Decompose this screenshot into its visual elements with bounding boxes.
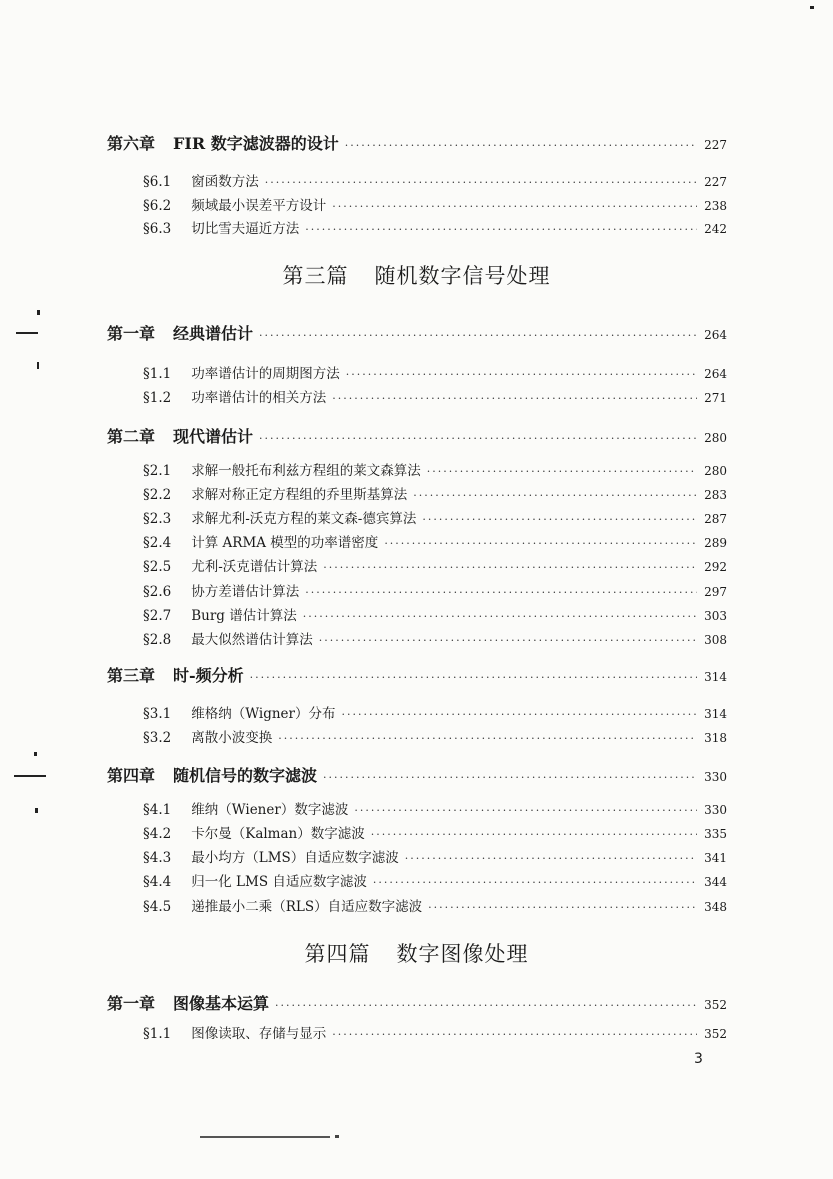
leader-dots — [278, 732, 697, 745]
toc-section-entry[interactable] — [143, 628, 727, 648]
toc-section-entry[interactable] — [143, 507, 727, 527]
chapter-number: 第一章 — [107, 994, 156, 1013]
toc-section-entry[interactable] — [143, 217, 727, 237]
toc-section-entry[interactable] — [143, 459, 727, 479]
chapter-title: 时-频分析 — [173, 666, 244, 685]
page-number: 280 — [704, 464, 727, 478]
section-title: 尤利-沃克谱估计算法 — [191, 559, 318, 575]
page-number: 318 — [704, 731, 727, 745]
page-number: 303 — [704, 609, 727, 623]
toc-section-entry[interactable] — [143, 386, 727, 406]
section-number: §3.2 — [143, 730, 172, 746]
leader-dots — [305, 586, 697, 599]
leader-dots — [427, 465, 697, 478]
part-number: 第四篇 — [304, 942, 371, 966]
section-title: 功率谱估计的相关方法 — [191, 390, 327, 406]
part-heading — [0, 938, 833, 968]
leader-dots — [332, 200, 697, 213]
toc-section-entry[interactable] — [143, 194, 727, 214]
page-number: 227 — [704, 138, 727, 152]
scan-mark — [35, 808, 38, 813]
page-number: 264 — [704, 367, 727, 381]
leader-dots — [265, 176, 697, 189]
toc-chapter-entry[interactable] — [107, 991, 727, 1014]
section-number: §2.8 — [143, 632, 172, 648]
section-number: §6.1 — [143, 174, 172, 190]
section-number: §2.6 — [143, 584, 172, 600]
toc-section-entry[interactable] — [143, 726, 727, 746]
leader-dots — [371, 828, 697, 841]
page-number: 330 — [704, 770, 727, 784]
page-number: 352 — [704, 1027, 727, 1041]
section-title: 计算 ARMA 模型的功率谱密度 — [191, 535, 379, 551]
leader-dots — [346, 368, 697, 381]
section-number: §1.1 — [143, 366, 172, 382]
toc-section-entry[interactable] — [143, 846, 727, 866]
leader-dots — [250, 671, 697, 684]
page-number: 314 — [704, 670, 727, 684]
section-number: §2.3 — [143, 511, 172, 527]
section-number: §2.2 — [143, 487, 172, 503]
leader-dots — [413, 489, 697, 502]
page-number: 352 — [704, 998, 727, 1012]
part-heading — [0, 260, 833, 290]
section-title: 离散小波变换 — [191, 730, 273, 746]
scan-mark — [34, 752, 37, 756]
leader-dots — [319, 634, 697, 647]
section-number: §4.5 — [143, 899, 172, 915]
page-number: 344 — [704, 875, 727, 889]
toc-section-entry[interactable] — [143, 702, 727, 722]
section-title: 卡尔曼（Kalman）数字滤波 — [191, 826, 365, 842]
leader-dots — [354, 804, 697, 817]
page-number: 330 — [704, 803, 727, 817]
page-folio: 3 — [694, 1051, 703, 1067]
section-title: 求解对称正定方程组的乔里斯基算法 — [191, 487, 408, 503]
section-title: 最小均方（LMS）自适应数字滤波 — [191, 850, 399, 866]
chapter-number: 第四章 — [107, 766, 156, 785]
leader-dots — [305, 223, 697, 236]
leader-dots — [373, 876, 697, 889]
toc-section-entry[interactable] — [143, 870, 727, 890]
page-number: 227 — [704, 175, 727, 189]
leader-dots — [259, 329, 697, 342]
scan-mark — [37, 362, 39, 369]
section-title: 频域最小误差平方设计 — [191, 198, 327, 214]
chapter-number: 第二章 — [107, 427, 156, 446]
scan-mark — [810, 6, 814, 9]
section-title: 求解一般托布利兹方程组的莱文森算法 — [191, 463, 421, 479]
page-number: 308 — [704, 633, 727, 647]
section-number: §2.7 — [143, 608, 172, 624]
page-number: 289 — [704, 536, 727, 550]
section-number: §4.4 — [143, 874, 172, 890]
section-number: §2.4 — [143, 535, 172, 551]
page-number: 238 — [704, 199, 727, 213]
section-title: 协方差谱估计算法 — [191, 584, 300, 600]
page-number: 341 — [704, 851, 727, 865]
scan-mark — [335, 1135, 339, 1138]
scan-mark — [37, 310, 40, 315]
section-title: 图像读取、存储与显示 — [191, 1026, 327, 1042]
page-number: 283 — [704, 488, 727, 502]
scan-mark — [14, 775, 46, 777]
chapter-title: FIR 数字滤波器的设计 — [173, 134, 339, 153]
section-title: 维格纳（Wigner）分布 — [191, 706, 336, 722]
toc-chapter-entry[interactable] — [107, 424, 727, 447]
section-title: 切比雪夫逼近方法 — [191, 221, 300, 237]
page-number: 292 — [704, 560, 727, 574]
page-number: 287 — [704, 512, 727, 526]
toc-chapter-entry[interactable] — [107, 131, 727, 154]
section-title: 求解尤利-沃克方程的莱文森-德宾算法 — [191, 511, 417, 527]
leader-dots — [345, 139, 697, 152]
toc-section-entry[interactable] — [143, 531, 727, 551]
page-number: 242 — [704, 222, 727, 236]
toc-section-entry[interactable] — [143, 362, 727, 382]
toc-section-entry[interactable] — [143, 822, 727, 842]
page-number: 335 — [704, 827, 727, 841]
chapter-title: 图像基本运算 — [173, 994, 270, 1013]
leader-dots — [323, 771, 697, 784]
section-number: §2.5 — [143, 559, 172, 575]
leader-dots — [323, 561, 697, 574]
toc-chapter-entry[interactable] — [107, 321, 727, 344]
toc-section-entry[interactable] — [143, 895, 727, 915]
page-number: 348 — [704, 900, 727, 914]
chapter-title: 现代谱估计 — [173, 427, 254, 446]
section-title: 维纳（Wiener）数字滤波 — [191, 802, 349, 818]
section-number: §4.2 — [143, 826, 172, 842]
part-title: 随机数字信号处理 — [374, 264, 551, 288]
leader-dots — [428, 901, 697, 914]
page-number: 280 — [704, 431, 727, 445]
page-number: 297 — [704, 585, 727, 599]
section-number: §1.1 — [143, 1026, 172, 1042]
chapter-title: 经典谱估计 — [173, 324, 254, 343]
page-number: 264 — [704, 328, 727, 342]
chapter-title: 随机信号的数字滤波 — [173, 766, 318, 785]
leader-dots — [422, 513, 697, 526]
part-title: 数字图像处理 — [396, 942, 529, 966]
bottom-rule — [200, 1136, 330, 1138]
leader-dots — [275, 999, 697, 1012]
toc-section-entry[interactable] — [143, 580, 727, 600]
leader-dots — [259, 432, 697, 445]
toc-section-entry[interactable] — [143, 798, 727, 818]
leader-dots — [405, 852, 697, 865]
section-number: §6.2 — [143, 198, 172, 214]
section-title: 最大似然谱估计算法 — [191, 632, 313, 648]
section-title: 递推最小二乘（RLS）自适应数字滤波 — [191, 899, 423, 915]
section-number: §2.1 — [143, 463, 172, 479]
section-number: §4.1 — [143, 802, 172, 818]
section-number: §1.2 — [143, 390, 172, 406]
toc-section-entry[interactable] — [143, 555, 727, 575]
toc-chapter-entry[interactable] — [107, 763, 727, 786]
section-title: 归一化 LMS 自适应数字滤波 — [191, 874, 367, 890]
chapter-number: 第一章 — [107, 324, 156, 343]
chapter-number: 第三章 — [107, 666, 156, 685]
page-number: 271 — [704, 391, 727, 405]
leader-dots — [341, 708, 697, 721]
leader-dots — [384, 537, 697, 550]
toc-section-entry[interactable] — [143, 1022, 727, 1042]
section-title: 窗函数方法 — [191, 174, 259, 190]
leader-dots — [332, 392, 697, 405]
leader-dots — [303, 610, 697, 623]
leader-dots — [332, 1028, 697, 1041]
section-title: 功率谱估计的周期图方法 — [191, 366, 340, 382]
page-number: 314 — [704, 707, 727, 721]
toc-section-entry[interactable] — [143, 483, 727, 503]
chapter-number: 第六章 — [107, 134, 156, 153]
toc-chapter-entry[interactable] — [107, 663, 727, 686]
scan-mark — [16, 332, 38, 334]
section-number: §3.1 — [143, 706, 172, 722]
section-title: Burg 谱估计算法 — [191, 608, 297, 624]
section-number: §4.3 — [143, 850, 172, 866]
toc-section-entry[interactable] — [143, 604, 727, 624]
section-number: §6.3 — [143, 221, 172, 237]
part-number: 第三篇 — [282, 264, 349, 288]
toc-section-entry[interactable] — [143, 170, 727, 190]
